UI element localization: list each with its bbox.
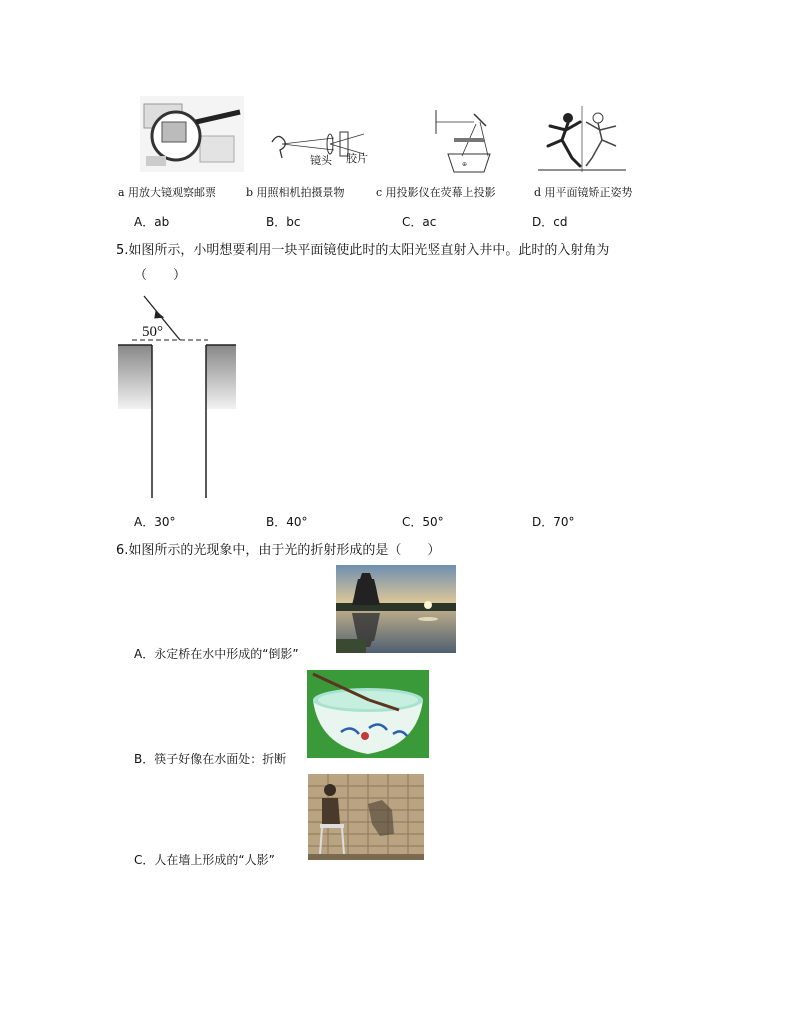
- figure-magnifier-stamp: [140, 96, 244, 172]
- camera-lens-label: 镜头: [310, 154, 332, 167]
- q5-stem: [116, 239, 609, 258]
- q6-number: 6.: [116, 543, 129, 558]
- q4-option-c[interactable]: C．ac: [402, 215, 437, 229]
- q6-option-b[interactable]: B．筷子好像在水面处：折断: [134, 752, 287, 766]
- camera-film-label: 胶片: [346, 152, 368, 165]
- q5-blank: （ ）: [134, 268, 187, 283]
- q4-option-a[interactable]: A．ab: [134, 215, 170, 229]
- q5-option-d[interactable]: D．70°: [532, 515, 575, 529]
- caption-c: c 用投影仪在荧幕上投影: [376, 186, 496, 199]
- figure-well: [114, 288, 244, 502]
- q6-stem: [116, 539, 440, 558]
- q6-option-a[interactable]: A．永定桥在水中形成的“倒影”: [134, 647, 299, 661]
- q5-option-a[interactable]: A．30°: [134, 515, 176, 529]
- q4-option-d[interactable]: D．cd: [532, 215, 568, 229]
- caption-d: d 用平面镜矫正姿势: [534, 186, 633, 199]
- photo-pagoda-reflection: [336, 565, 456, 653]
- q5-number: 5.: [116, 243, 129, 258]
- q5-option-b[interactable]: B．40°: [266, 515, 308, 529]
- svg-text:⊕: ⊕: [462, 161, 468, 168]
- figure-camera: [268, 128, 378, 174]
- q6-text: 如图所示的光现象中，由于光的折射形成的是（ ）: [128, 543, 441, 558]
- figure-projector: [428, 108, 498, 178]
- q5-text: 如图所示，小明想要利用一块平面镜使此时的太阳光竖直射入井中。此时的入射角为: [128, 243, 610, 258]
- q4-option-b[interactable]: B．bc: [266, 215, 301, 229]
- q5-angle-label: 50°: [142, 324, 163, 340]
- figure-mirror-posture: [538, 106, 626, 174]
- q5-option-c[interactable]: C．50°: [402, 515, 444, 529]
- photo-chopstick-bowl: [307, 670, 429, 758]
- photo-person-shadow-wall: [308, 774, 424, 860]
- caption-a: a 用放大镜观察邮票: [118, 186, 217, 199]
- q6-option-c[interactable]: C．人在墙上形成的“人影”: [134, 853, 275, 867]
- caption-b: b 用照相机拍摄景物: [246, 186, 345, 199]
